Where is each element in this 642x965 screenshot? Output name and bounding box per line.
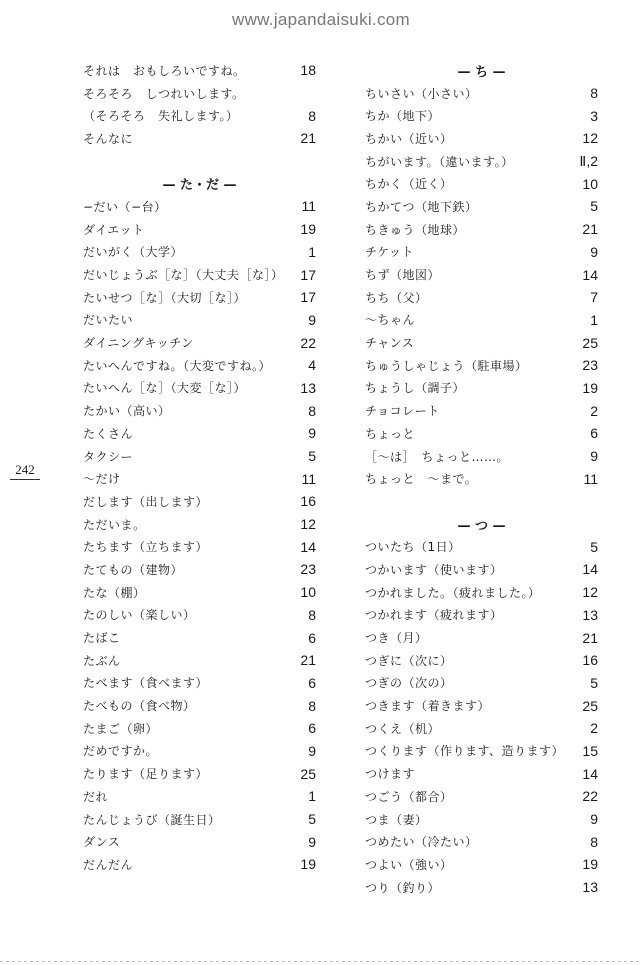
- entry-lesson-number: 16: [300, 493, 316, 510]
- entry-lesson-number: 12: [300, 516, 316, 533]
- entry-lesson-number: 19: [300, 221, 316, 238]
- index-entry: [83, 513, 316, 536]
- index-entry: [83, 626, 316, 649]
- entry-lesson-number: 9: [590, 448, 598, 465]
- index-entry: [83, 377, 316, 400]
- index-entry: [365, 649, 598, 672]
- index-entry: [365, 309, 598, 332]
- entry-term: つきます（着きます）: [365, 699, 491, 714]
- watermark: www.japandaisuki.com: [232, 10, 410, 29]
- entry-lesson-number: 6: [308, 629, 316, 646]
- index-entry: [365, 853, 598, 876]
- index-entry: [365, 808, 598, 831]
- entry-lesson-number: 14: [582, 266, 598, 283]
- entry-term: つぎの（次の）: [365, 676, 453, 691]
- entry-term: ちかてつ（地下鉄）: [365, 199, 478, 214]
- index-entry: [365, 241, 598, 264]
- entry-lesson-number: 8: [590, 85, 598, 102]
- page-number-underline: [10, 479, 40, 480]
- section-spacer: [365, 490, 598, 513]
- entry-term: たてもの（建物）: [83, 562, 184, 577]
- entry-lesson-number: 22: [300, 334, 316, 351]
- entry-term: だいたい: [83, 313, 134, 328]
- entry-term: だいじょうぶ［な］（大丈夫［な］）: [83, 268, 284, 283]
- index-entry: [83, 830, 316, 853]
- index-column-left: [83, 59, 316, 876]
- entry-lesson-number: 25: [582, 697, 598, 714]
- index-entry: [83, 762, 316, 785]
- entry-term: ダイニングキッチン: [83, 336, 194, 351]
- entry-term: たぶん: [83, 653, 121, 668]
- index-entry: [365, 581, 598, 604]
- entry-lesson-number: 17: [300, 289, 316, 306]
- entry-term: ～だけ: [83, 472, 121, 487]
- entry-term: ちゅうしゃじょう（駐車場）: [365, 358, 528, 373]
- entry-term: たちます（立ちます）: [83, 540, 209, 555]
- entry-lesson-number: 14: [582, 765, 598, 782]
- entry-lesson-number: 9: [308, 833, 316, 850]
- entry-term: タクシー: [83, 449, 134, 464]
- entry-term: チャンス: [365, 336, 415, 351]
- entry-term: チョコレート: [365, 404, 440, 419]
- entry-lesson-number: 9: [590, 811, 598, 828]
- entry-lesson-number: 8: [590, 833, 598, 850]
- index-entry: [365, 445, 598, 468]
- entry-term: ～ちゃん: [365, 313, 416, 328]
- index-entry: [365, 762, 598, 785]
- entry-term: たんじょうび（誕生日）: [83, 812, 221, 827]
- entry-lesson-number: 6: [590, 425, 598, 442]
- entry-term: たくさん: [83, 426, 134, 441]
- entry-lesson-number: 5: [308, 811, 316, 828]
- index-entry: [83, 535, 316, 558]
- entry-term: つけます: [365, 767, 416, 782]
- entry-term: そんなに: [83, 131, 134, 146]
- index-entry: [365, 604, 598, 627]
- entry-lesson-number: 1: [590, 311, 598, 328]
- entry-lesson-number: 21: [582, 629, 598, 646]
- index-entry: [83, 218, 316, 241]
- entry-term: だします（出します）: [83, 494, 209, 509]
- index-entry: [83, 59, 316, 82]
- index-entry: [83, 649, 316, 672]
- index-entry: [83, 581, 316, 604]
- entry-term: つま（妻）: [365, 812, 428, 827]
- entry-lesson-number: 25: [582, 334, 598, 351]
- entry-term: たいへん［な］（大変［な］）: [83, 381, 247, 396]
- index-entry: [83, 672, 316, 695]
- entry-term: つかいます（使います）: [365, 562, 503, 577]
- entry-lesson-number: 10: [582, 175, 598, 192]
- entry-lesson-number: 15: [582, 742, 598, 759]
- entry-term: そろそろ しつれいします。: [83, 86, 245, 101]
- entry-term: つかれました。（疲れました。）: [365, 585, 541, 600]
- index-entry: [365, 150, 598, 173]
- entry-term: だめですか。: [83, 744, 159, 759]
- entry-term: ちきゅう（地球）: [365, 222, 466, 237]
- index-entry: [83, 286, 316, 309]
- entry-term: だいがく（大学）: [83, 245, 184, 260]
- entry-lesson-number: 16: [582, 652, 598, 669]
- entry-lesson-number: 4: [308, 357, 316, 374]
- index-entry: [83, 853, 316, 876]
- entry-lesson-number: 21: [300, 130, 316, 147]
- entry-term: つぎに（次に）: [365, 653, 453, 668]
- index-entry: [83, 104, 316, 127]
- entry-term: ダイエット: [83, 222, 145, 237]
- index-entry: [365, 740, 598, 763]
- section-heading: — つ —: [457, 518, 506, 534]
- entry-term: ちょっと: [365, 426, 416, 441]
- index-entry: [83, 354, 316, 377]
- entry-term: チケット: [365, 245, 414, 260]
- entry-term: たかい（高い）: [83, 404, 171, 419]
- entry-lesson-number: 3: [590, 107, 598, 124]
- entry-lesson-number: 12: [582, 130, 598, 147]
- entry-term: （そろそろ 失礼します。）: [83, 109, 239, 124]
- index-entry: [365, 286, 598, 309]
- index-entry: [365, 535, 598, 558]
- entry-term: それは おもしろいですね。: [83, 63, 246, 78]
- entry-lesson-number: 18: [300, 62, 316, 79]
- entry-term: たいせつ［な］（大切［な］）: [83, 290, 247, 305]
- index-column-right: [365, 59, 598, 898]
- index-entry: [83, 694, 316, 717]
- index-entry: [365, 195, 598, 218]
- page-edge: [0, 961, 642, 962]
- entry-term: ちか（地下）: [365, 109, 441, 124]
- index-entry: [83, 467, 316, 490]
- index-entry: [365, 717, 598, 740]
- entry-term: つよい（強い）: [365, 857, 453, 872]
- entry-lesson-number: 5: [590, 674, 598, 691]
- entry-lesson-number: 5: [308, 448, 316, 465]
- entry-lesson-number: Ⅱ,2: [579, 152, 598, 169]
- index-entry: [365, 467, 598, 490]
- entry-term: −だい（−台）: [83, 199, 167, 214]
- index-entry: [365, 127, 598, 150]
- entry-term: ちかく（近く）: [365, 177, 453, 192]
- entry-lesson-number: 23: [300, 561, 316, 578]
- index-entry: [83, 309, 316, 332]
- entry-term: だれ: [83, 789, 109, 804]
- index-entry: [83, 785, 316, 808]
- entry-lesson-number: 13: [582, 606, 598, 623]
- entry-lesson-number: 9: [308, 742, 316, 759]
- index-entry: [365, 422, 598, 445]
- entry-lesson-number: 1: [308, 788, 316, 805]
- entry-lesson-number: 14: [582, 561, 598, 578]
- index-entry: [365, 104, 598, 127]
- entry-lesson-number: 25: [300, 765, 316, 782]
- entry-lesson-number: 11: [301, 470, 316, 487]
- index-entry: [365, 82, 598, 105]
- entry-lesson-number: 13: [300, 379, 316, 396]
- entry-term: たべます（食べます）: [83, 676, 209, 691]
- index-entry: [365, 785, 598, 808]
- entry-term: たまご（卵）: [83, 721, 159, 736]
- entry-lesson-number: 21: [582, 221, 598, 238]
- entry-term: ただいま。: [83, 517, 146, 532]
- entry-term: つごう（都合）: [365, 789, 453, 804]
- entry-term: たな（棚）: [83, 585, 146, 600]
- entry-lesson-number: 22: [582, 788, 598, 805]
- index-entry: [83, 740, 316, 763]
- index-entry: [365, 694, 598, 717]
- entry-lesson-number: 5: [590, 198, 598, 215]
- index-entry: [83, 558, 316, 581]
- index-entry: [365, 218, 598, 241]
- entry-lesson-number: 6: [308, 674, 316, 691]
- entry-lesson-number: 2: [590, 402, 598, 419]
- index-entry: [365, 263, 598, 286]
- entry-lesson-number: 5: [590, 538, 598, 555]
- entry-term: つくえ（机）: [365, 721, 441, 736]
- entry-term: つめたい（冷たい）: [365, 835, 478, 850]
- index-entry: [365, 876, 598, 899]
- entry-term: ダンス: [83, 835, 121, 850]
- entry-lesson-number: 8: [308, 606, 316, 623]
- entry-lesson-number: 8: [308, 402, 316, 419]
- page-number: 242: [15, 462, 35, 477]
- entry-term: だんだん: [83, 857, 134, 872]
- index-entry: [365, 399, 598, 422]
- index-entry: [365, 172, 598, 195]
- entry-lesson-number: 9: [308, 311, 316, 328]
- entry-lesson-number: 1: [308, 243, 316, 260]
- index-entry: [83, 422, 316, 445]
- index-entry: [365, 558, 598, 581]
- entry-term: ちょうし（調子）: [365, 381, 466, 396]
- entry-term: ちがいます。（違います。）: [365, 154, 514, 169]
- entry-term: つかれます（疲れます）: [365, 608, 503, 623]
- entry-lesson-number: 19: [582, 379, 598, 396]
- entry-term: たいへんですね。（大変ですね。）: [83, 358, 272, 373]
- entry-term: つり（釣り）: [365, 880, 441, 895]
- entry-lesson-number: 11: [301, 198, 316, 215]
- entry-term: ちち（父）: [365, 290, 428, 305]
- entry-lesson-number: 9: [590, 243, 598, 260]
- entry-lesson-number: 14: [300, 538, 316, 555]
- entry-lesson-number: 11: [583, 470, 598, 487]
- entry-term: ちょっと ～まで。: [365, 472, 478, 487]
- index-entry: [83, 263, 316, 286]
- entry-term: つくります（作ります、造ります）: [365, 744, 565, 759]
- index-entry: [83, 604, 316, 627]
- entry-term: ちかい（近い）: [365, 131, 453, 146]
- index-entry: [83, 82, 316, 105]
- entry-lesson-number: 23: [582, 357, 598, 374]
- entry-term: ちいさい（小さい）: [365, 86, 478, 101]
- entry-term: たばこ: [83, 631, 121, 646]
- entry-lesson-number: 8: [308, 697, 316, 714]
- entry-term: ［～は］ ちょっと……。: [365, 449, 510, 464]
- entry-lesson-number: 8: [308, 107, 316, 124]
- index-entry: [365, 377, 598, 400]
- entry-term: たべもの（食べ物）: [83, 699, 196, 714]
- entry-lesson-number: 13: [582, 879, 598, 896]
- entry-lesson-number: 6: [308, 720, 316, 737]
- entry-term: たのしい（楽しい）: [83, 608, 196, 623]
- index-entry: [83, 445, 316, 468]
- entry-term: ちず（地図）: [365, 268, 441, 283]
- index-entry: [365, 626, 598, 649]
- index-entry: [83, 241, 316, 264]
- index-entry: [365, 830, 598, 853]
- section-heading: — ち —: [457, 64, 506, 80]
- entry-lesson-number: 21: [300, 652, 316, 669]
- index-entry: [83, 195, 316, 218]
- entry-lesson-number: 9: [308, 425, 316, 442]
- index-entry: [83, 808, 316, 831]
- entry-lesson-number: 19: [300, 856, 316, 873]
- index-entry: [83, 490, 316, 513]
- section-spacer: [83, 150, 316, 173]
- index-entry: [365, 354, 598, 377]
- index-entry: [365, 672, 598, 695]
- entry-lesson-number: 7: [590, 289, 598, 306]
- entry-lesson-number: 17: [300, 266, 316, 283]
- entry-lesson-number: 10: [300, 584, 316, 601]
- entry-term: つき（月）: [365, 631, 428, 646]
- entry-lesson-number: 19: [582, 856, 598, 873]
- index-entry: [83, 127, 316, 150]
- entry-lesson-number: 2: [590, 720, 598, 737]
- entry-lesson-number: 12: [582, 584, 598, 601]
- index-entry: [83, 717, 316, 740]
- section-heading: — た・だ —: [162, 178, 237, 194]
- index-entry: [365, 331, 598, 354]
- entry-term: たります（足ります）: [83, 767, 209, 782]
- index-entry: [83, 399, 316, 422]
- entry-term: ついたち（1日）: [365, 540, 461, 555]
- index-entry: [83, 331, 316, 354]
